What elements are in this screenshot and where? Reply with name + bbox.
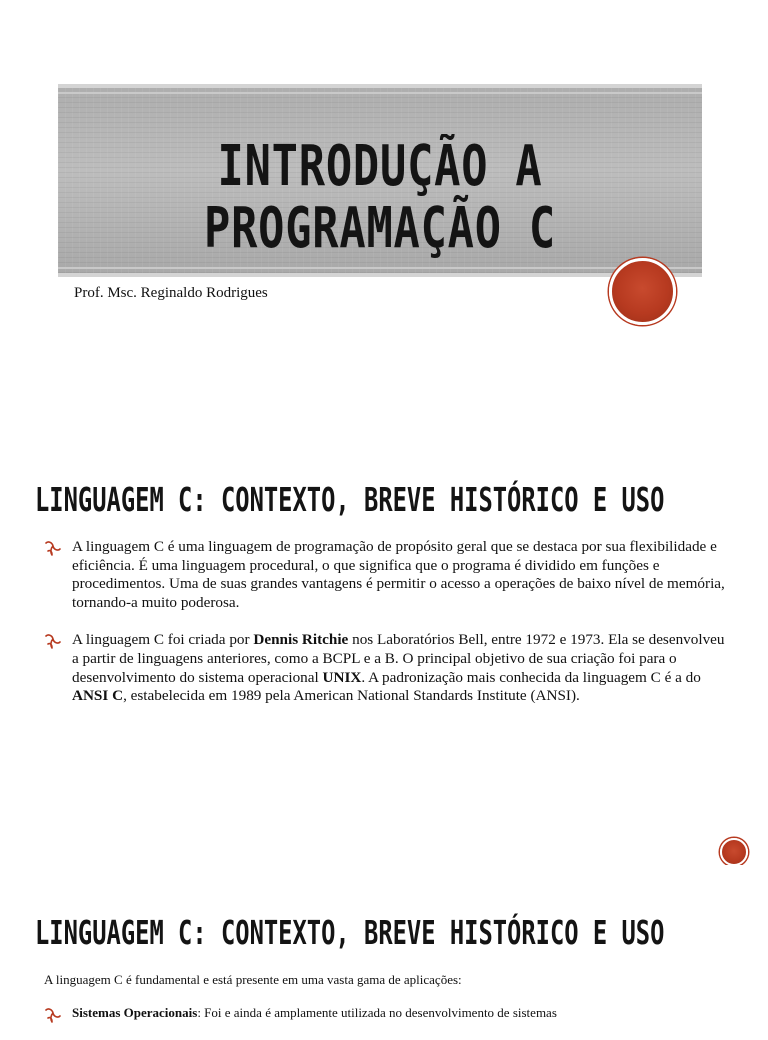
section-heading: LINGUAGEM C: CONTEXTO, BREVE HISTÓRICO E USO	[35, 913, 665, 952]
bold-text: Sistemas Operacionais	[72, 1005, 198, 1020]
decorative-circle	[720, 838, 748, 866]
text-run: : Foi e ainda é amplamente utilizada no desenvolvimento de sistemas	[197, 1005, 557, 1020]
text-run: , estabelecida em 1989 pela American National Standards Institute (ANSI).	[123, 687, 580, 705]
bold-text: UNIX	[322, 668, 362, 686]
curled-leaf-icon	[44, 632, 62, 650]
author-name: Prof. Msc. Reginaldo Rodrigues	[74, 285, 268, 301]
content-slide-usage	[0, 865, 768, 1024]
text-run: nos Laboratórios Bell, entre 1972 e 1973. Ela se desenvolveu a partir de linguagens anteriores, como a BCPL e a B. O principal objetivo de sua criação foi para o desenvolvimento do sistema operacional	[72, 631, 725, 686]
curled-leaf-icon	[44, 1006, 62, 1024]
list-item	[44, 1005, 734, 1021]
title-line-2: PROGRAMAÇÃO C	[203, 196, 556, 261]
content-slide-history	[0, 395, 768, 865]
decorative-circle	[609, 258, 676, 325]
section-heading: LINGUAGEM C: CONTEXTO, BREVE HISTÓRICO E USO	[35, 480, 665, 519]
bold-text: Dennis Ritchie	[253, 631, 349, 649]
text-run: . A padronização mais conhecida da linguagem C é a do	[361, 668, 701, 686]
title-line-1: INTRODUÇÃO A	[217, 134, 543, 199]
bullet-text	[72, 1005, 557, 1020]
text-run: A linguagem C foi criada por	[72, 631, 254, 649]
title-slide	[0, 0, 768, 395]
bullet-text	[72, 631, 725, 704]
curled-leaf-icon	[44, 539, 62, 557]
bullet-list	[44, 1005, 734, 1040]
title-banner	[58, 84, 702, 277]
bullet-text: A linguagem C é uma linguagem de programação de propósito geral que se destaca por sua flexibilidade e eficiência. É uma linguagem procedural, o que significa que o programa é dividido em funções e procedimentos. Uma de suas grandes vantagens é permitir o acesso a operações de baixo nível de memória, tornando-a muito poderosa.	[72, 538, 725, 611]
intro-text: A linguagem C é fundamental e está presente em uma vasta gama de aplicações:	[44, 972, 462, 987]
bold-text: ANSI C	[72, 687, 124, 705]
list-item	[44, 538, 734, 612]
bullet-list	[44, 538, 734, 725]
list-item	[44, 631, 734, 705]
slide-title	[129, 136, 631, 260]
